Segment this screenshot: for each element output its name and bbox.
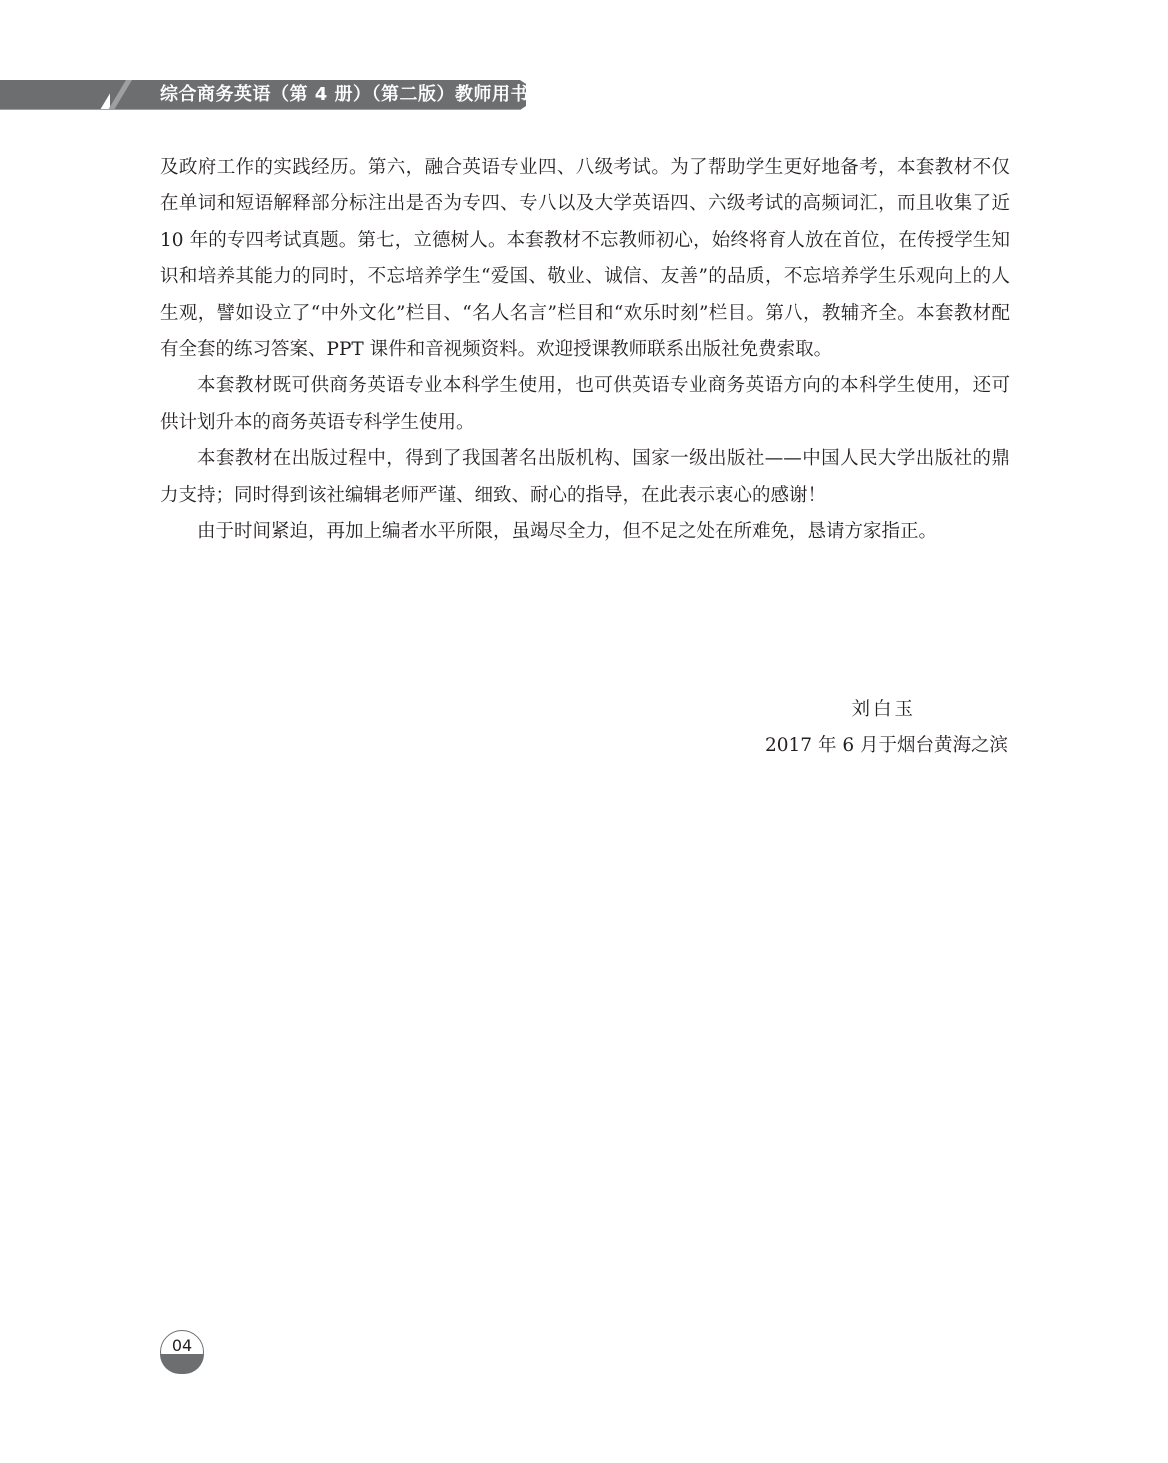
page-number-badge bbox=[160, 1330, 204, 1374]
page-number-base bbox=[160, 1354, 204, 1374]
body-text bbox=[160, 150, 1010, 550]
signature-block bbox=[765, 692, 1008, 765]
paragraph: 本套教材既可供商务英语专业本科学生使用，也可供英语专业商务英语方向的本科学生使用，还可供计划升本的商务英语专科学生使用。 bbox=[160, 375, 1010, 433]
header-title: 综合商务英语（第 4 册）（第二版）教师用书 bbox=[160, 84, 530, 105]
paragraph: 本套教材在出版过程中，得到了我国著名出版机构、国家一级出版社——中国人民大学出版社的鼎力支持；同时得到该社编辑老师严谨、细致、耐心的指导，在此表示衷心的感谢！ bbox=[160, 448, 1010, 506]
signature-author: 刘白玉 bbox=[851, 699, 916, 720]
paragraph: 由于时间紧迫，再加上编者水平所限，虽竭尽全力，但不足之处在所难免，恳请方家指正。 bbox=[197, 521, 938, 543]
paragraph: 及政府工作的实践经历。第六，融合英语专业四、八级考试。为了帮助学生更好地备考，本套教材不仅在单词和短语解释部分标注出是否为专四、专八以及大学英语四、六级考试的高频词汇，而且收集了近 10 年的专四考试真题。第七，立德树人。本套教材不忘教师初心，始终将育人放在首位，在传授学生知识和培养其能力的同时，不忘培养学生“爱国、敬业、诚信、友善”的品质，不忘培养学生乐观向上的人生观，譬如设立了“中外文化”栏目、“名人名言”栏目和“欢乐时刻”栏目。第八，教辅齐全。本套教材配有全套的练习答案、PPT 课件和音视频资料。欢迎授课教师联系出版社免费索取。 bbox=[160, 157, 1010, 361]
signature-date: 2017 年 6 月于烟台黄海之滨 bbox=[765, 735, 1008, 757]
page-number: 04 bbox=[171, 1336, 193, 1355]
